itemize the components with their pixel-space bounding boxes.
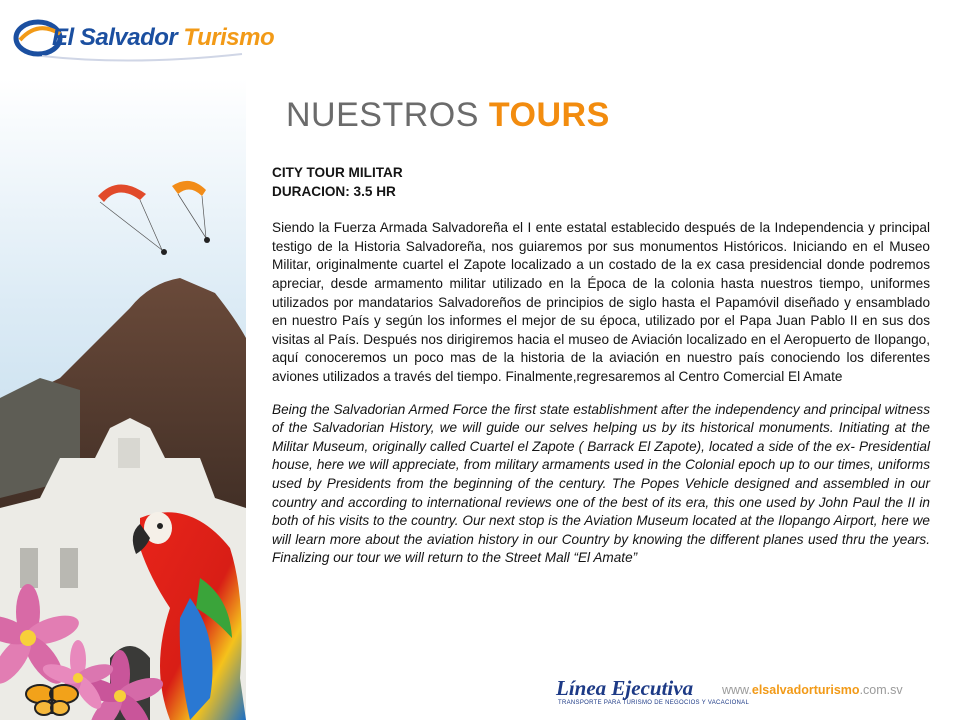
partner-tagline: TRANSPORTE PARA TURISMO DE NEGOCIOS Y VACACIONAL (558, 700, 750, 706)
tour-duration: DURACION: 3.5 HR (272, 183, 396, 199)
website-link[interactable] (722, 683, 903, 697)
title-part-1: NUESTROS (286, 96, 489, 134)
logo-text (52, 24, 274, 52)
tour-name: CITY TOUR MILITAR (272, 165, 403, 180)
site-name: elsalvadorturismo (751, 683, 860, 697)
logo-part-2: Turismo (183, 24, 275, 51)
photo-collage (0, 78, 246, 720)
brand-logo[interactable] (12, 10, 275, 62)
page-title (286, 96, 610, 135)
title-part-2: TOURS (488, 96, 610, 134)
partner-name: Línea Ejecutiva (556, 676, 694, 700)
tour-description-es: Siendo la Fuerza Armada Salvadoreña el I ente estatal establecido después de la Independencia y principal testigo de la Historia Salvadoreña, nos guiaremos por sus monumentos Históricos. Iniciando en el Museo Militar, originalmente cuartel el Zapote localizado a un costado de la ex casa presidencial donde podremos apreciar, desde armamento militar utilizado en la Época de la colonia hasta nuestros tiempo, uniformes utilizados por mandatarios Salvadoreños de principios de siglo hasta el Papamóvil diseñado y ensamblado en nuestro País y según los informes el mejor de su época, utilizado por el Papa Juan Pablo II en sus dos visitas al País. Después nos dirigiremos hacia el museo de Aviación localizado en el Aeropuerto de Ilopango, aquí conoceremos un poco mas de la historia de la aviación en nuestro país conociendo los diferentes aviones utilizados a través del tiempo. Finalmente,regresaremos al Centro Comercial El Amate (272, 220, 930, 384)
site-prefix: www. (722, 683, 752, 697)
site-suffix: .com.sv (859, 683, 903, 697)
logo-part-1: El Salvador (52, 24, 178, 51)
tour-content (272, 164, 930, 568)
tour-description-en: Being the Salvadorian Armed Force the first state establishment after the independency and principal witness of the Salvadorian History, we will guide our selves helping us by its historical monuments. Initiating at the Militar Museum, originally called Cuartel el Zapote ( Barrack El Zapote), located a side of the ex- Presidential house, here we will appreciate, from military armaments used in the Colonial epoch up to our times, uniforms used by Presidents from the beginning of the century. The Popes Vehicle designed and assembled in our country and according to international reviews one of the best of its era, this one used by John Paul the II in both of his visits to the country. Our next stop is the Aviation Museum located at the Ilopango Airport, here we will learn more about the aviation history in our Country by knowing the different planes used thru the years. Finalizing our tour we will return to the Street Mall “El Amate” (272, 401, 930, 566)
